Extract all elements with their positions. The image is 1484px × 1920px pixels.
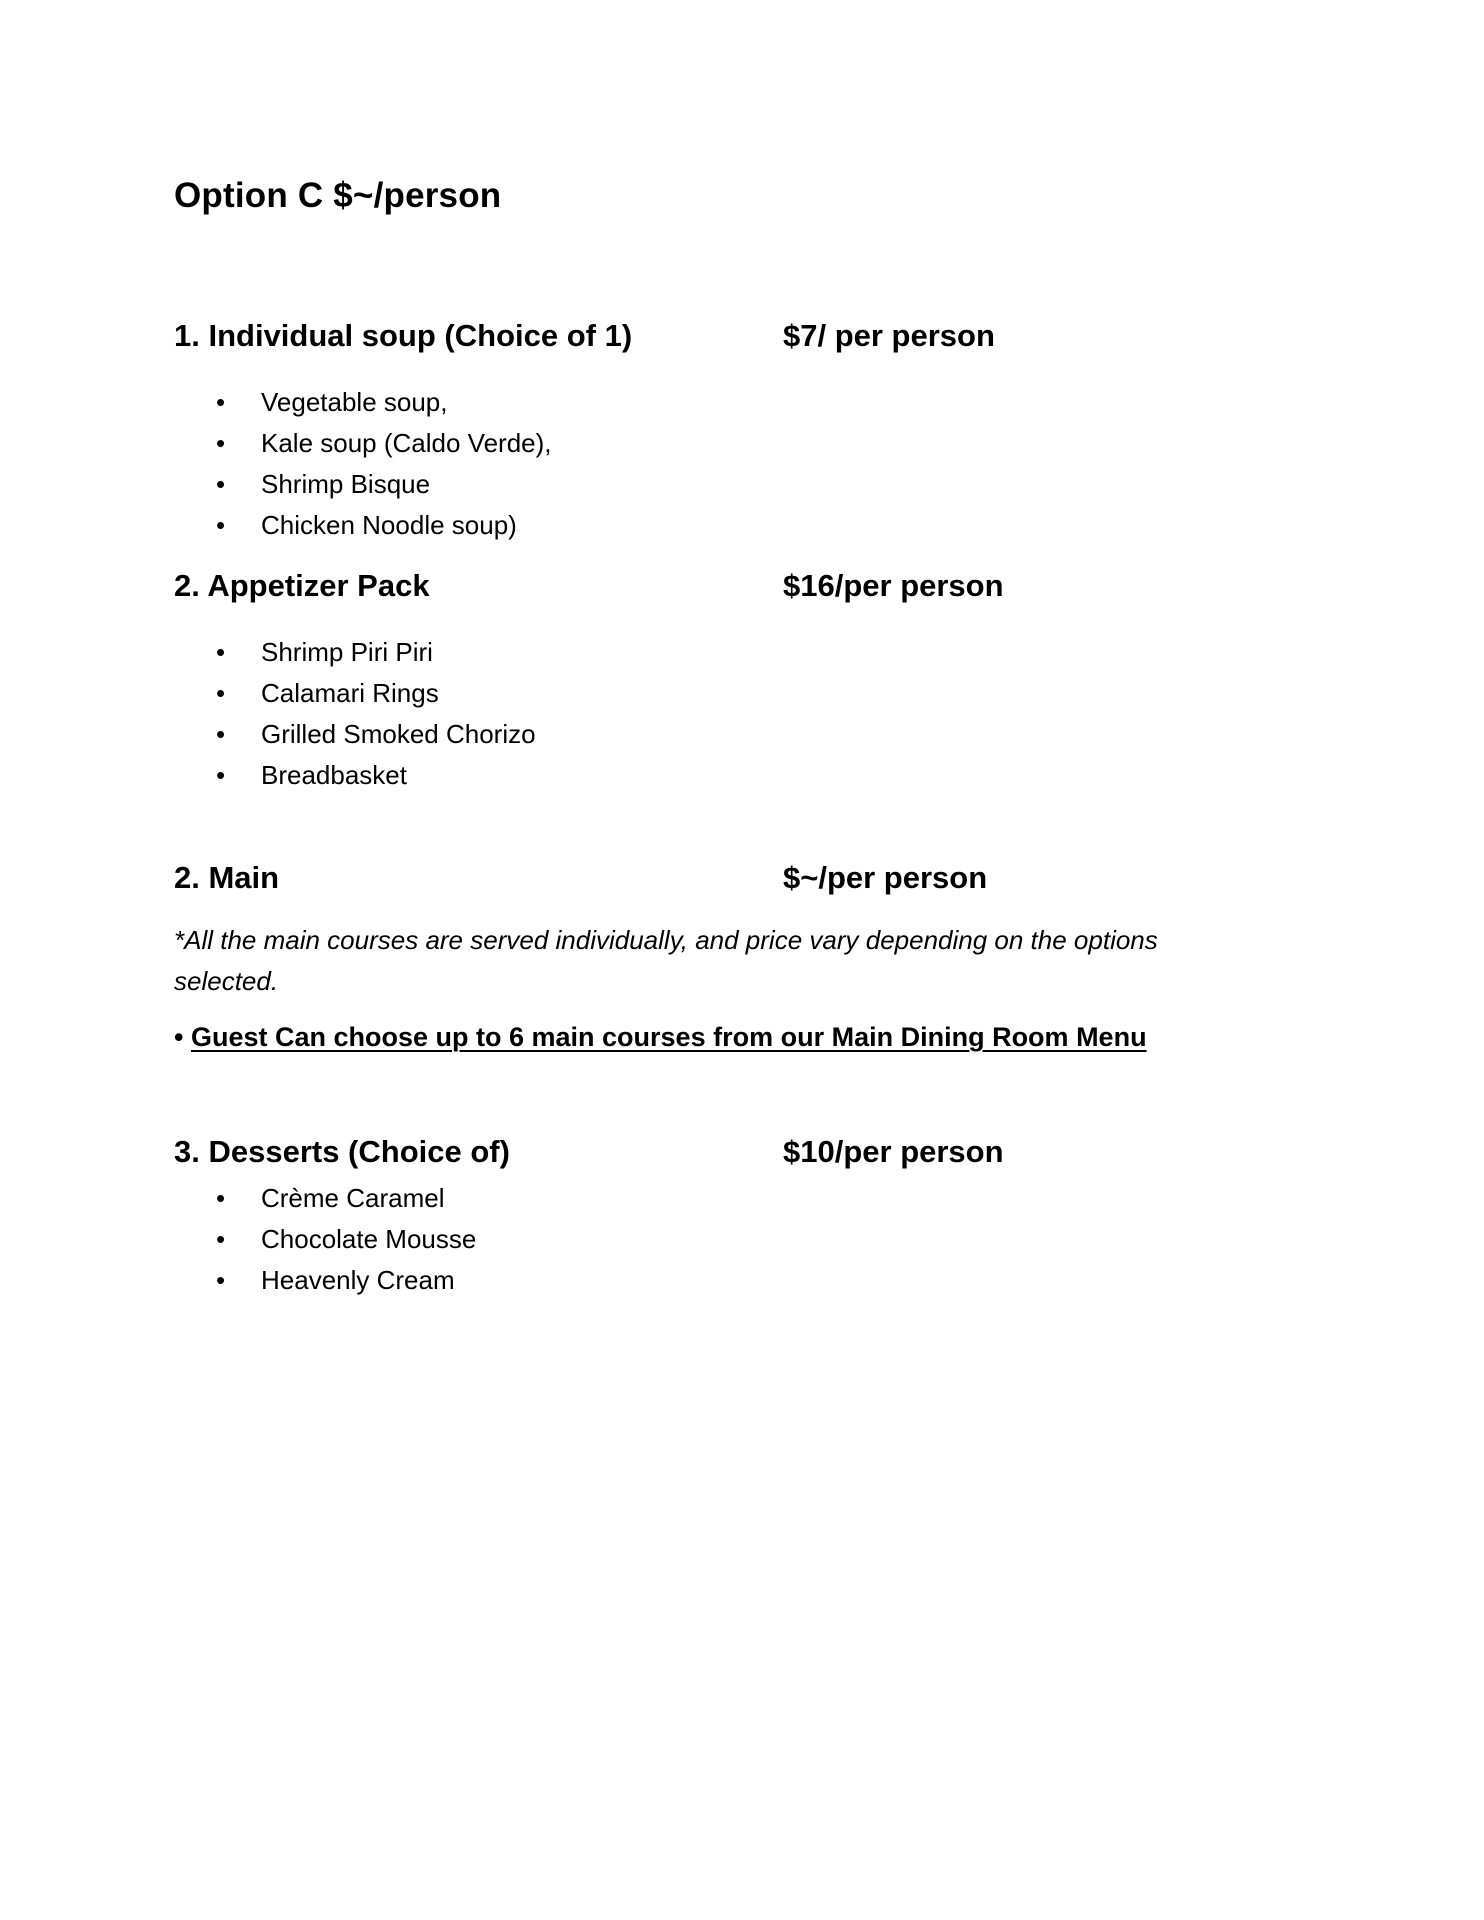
guest-choice-line: [174, 1022, 1147, 1053]
appetizer-list: [174, 632, 536, 796]
list-item: • Grilled Smoked Chorizo: [174, 714, 536, 755]
desserts-heading: 3. Desserts (Choice of): [174, 1134, 510, 1169]
bullet-glyph: •: [174, 1022, 184, 1052]
list-item: • Vegetable soup,: [174, 382, 552, 423]
list-item: • Crème Caramel: [174, 1178, 476, 1219]
list-item: • Chocolate Mousse: [174, 1219, 476, 1260]
list-item: • Chicken Noodle soup): [174, 505, 552, 546]
list-item: • Calamari Rings: [174, 673, 536, 714]
main-note: *All the main courses are served individually, and price vary depending on the options selected.: [174, 925, 1158, 996]
list-item: • Shrimp Bisque: [174, 464, 552, 505]
list-item: • Kale soup (Caldo Verde),: [174, 423, 552, 464]
main-dining-menu-link[interactable]: Guest Can choose up to 6 main courses from our Main Dining Room Menu: [190, 1022, 1147, 1052]
desserts-price: $10/per person: [783, 1134, 1004, 1169]
appetizer-heading: 2. Appetizer Pack: [174, 568, 430, 603]
desserts-list: [174, 1178, 476, 1301]
soup-price: $7/ per person: [783, 318, 995, 353]
list-item: • Shrimp Piri Piri: [174, 632, 536, 673]
main-price: $~/per person: [783, 860, 988, 895]
list-item: • Heavenly Cream: [174, 1260, 476, 1301]
main-heading: 2. Main: [174, 860, 280, 895]
soup-list: [174, 382, 552, 546]
page-title: Option C $~/person: [174, 176, 502, 215]
appetizer-price: $16/per person: [783, 568, 1004, 603]
list-item: • Breadbasket: [174, 755, 536, 796]
soup-heading: 1. Individual soup (Choice of 1): [174, 318, 633, 353]
